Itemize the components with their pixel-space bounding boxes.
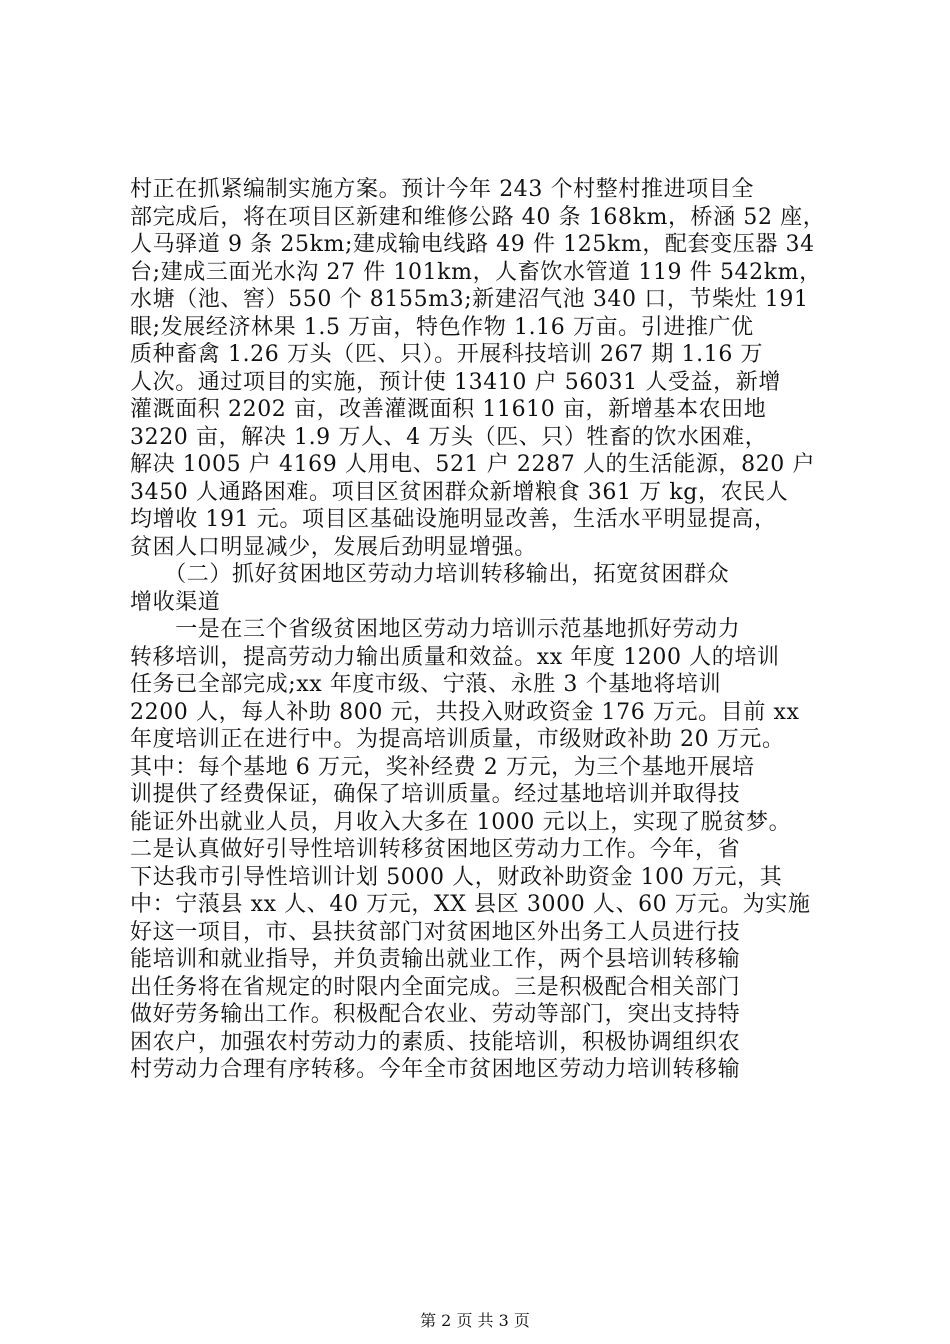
text-line: 能证外出就业人员，月收入大多在 1000 元以上，实现了脱贫梦。 (130, 809, 792, 835)
text-line: 人次。通过项目的实施，预计使 13410 户 56031 人受益，新增 (130, 369, 781, 395)
text-line: 转移培训，提高劳动力输出质量和效益。xx 年度 1200 人的培训 (130, 644, 780, 670)
text-line: 出任务将在省规定的时限内全面完成。三是积极配合相关部门 (130, 974, 741, 1000)
text-line: 二是认真做好引导性培训转移贫困地区劳动力工作。今年，省 (130, 837, 741, 862)
page-number-label: 第 2 页 共 3 页 (420, 1311, 530, 1330)
text-line: 好这一项目，市、县扶贫部门对贫困地区外出务工人员进行技 (130, 919, 741, 945)
text-line: 均增收 191 元。项目区基础设施明显改善，生活水平明显提高， (130, 507, 777, 532)
text-line: 其中：每个基地 6 万元，奖补经费 2 万元，为三个基地开展培 (130, 754, 755, 780)
text-line: 2200 人，每人补助 800 元，共投入财政资金 176 万元。目前 xx (130, 699, 800, 725)
text-line: 困农户，加强农村劳动力的素质、技能培训，积极协调组织农 (130, 1029, 741, 1055)
text-line: 村劳动力合理有序转移。今年全市贫困地区劳动力培训转移输 (130, 1057, 741, 1082)
text-line: 做好劳务输出工作。积极配合农业、劳动等部门，突出支持特 (130, 1002, 741, 1027)
text-line: 眼;发展经济林果 1.5 万亩，特色作物 1.16 万亩。引进推广优 (130, 314, 754, 340)
text-line: 质种畜禽 1.26 万头（匹、只）。开展科技培训 267 期 1.16 万 (130, 342, 764, 367)
text-line: 训提供了经费保证，确保了培训质量。经过基地培训并取得技 (130, 782, 741, 807)
text-line: 能培训和就业指导，并负责输出就业工作，两个县培训转移输 (130, 947, 741, 972)
body-text (130, 176, 830, 1084)
text-line: 年度培训正在进行中。为提高培训质量，市级财政补助 20 万元。 (130, 727, 785, 752)
section-heading-line: 增收渠道 (130, 589, 221, 615)
page-footer (0, 1308, 950, 1331)
text-line: 一是在三个省级贫困地区劳动力培训示范基地抓好劳动力 (130, 617, 741, 642)
text-line: 任务已全部完成;xx 年度市级、宁蒗、永胜 3 个基地将培训 (130, 672, 722, 697)
text-line: 台;建成三面光水沟 27 件 101km，人畜饮水管道 119 件 542km， (130, 259, 822, 285)
text-line: 灌溉面积 2202 亩，改善灌溉面积 11610 亩，新增基本农田地 (130, 397, 767, 422)
text-line: 中：宁蒗县 xx 人、40 万元，XX 县区 3000 人、60 万元。为实施 (130, 892, 811, 917)
text-line: 贫困人口明显减少，发展后劲明显增强。 (130, 534, 537, 560)
text-line: 村正在抓紧编制实施方案。预计今年 243 个村整村推进项目全 (130, 177, 754, 202)
text-line: 人马驿道 9 条 25km;建成输电线路 49 件 125km，配套变压器 34 (130, 232, 815, 257)
text-line: 下达我市引导性培训计划 5000 人，财政补助资金 100 万元，其 (130, 864, 783, 890)
section-heading-line: （二）抓好贫困地区劳动力培训转移输出，拓宽贫困群众 (130, 562, 730, 587)
text-line: 3450 人通路困难。项目区贫困群众新增粮食 361 万 kg，农民人 (130, 479, 789, 505)
text-line: 部完成后，将在项目区新建和维修公路 40 条 168km，桥涵 52 座， (130, 204, 826, 230)
text-line: 水塘（池、窖）550 个 8155m3;新建沼气池 340 口，节柴灶 191 (130, 287, 809, 312)
text-line: 解决 1005 户 4169 人用电、521 户 2287 人的生活能源，820 户 (130, 452, 816, 477)
text-line: 3220 亩，解决 1.9 万人、4 万头（匹、只）牲畜的饮水困难， (130, 424, 768, 450)
